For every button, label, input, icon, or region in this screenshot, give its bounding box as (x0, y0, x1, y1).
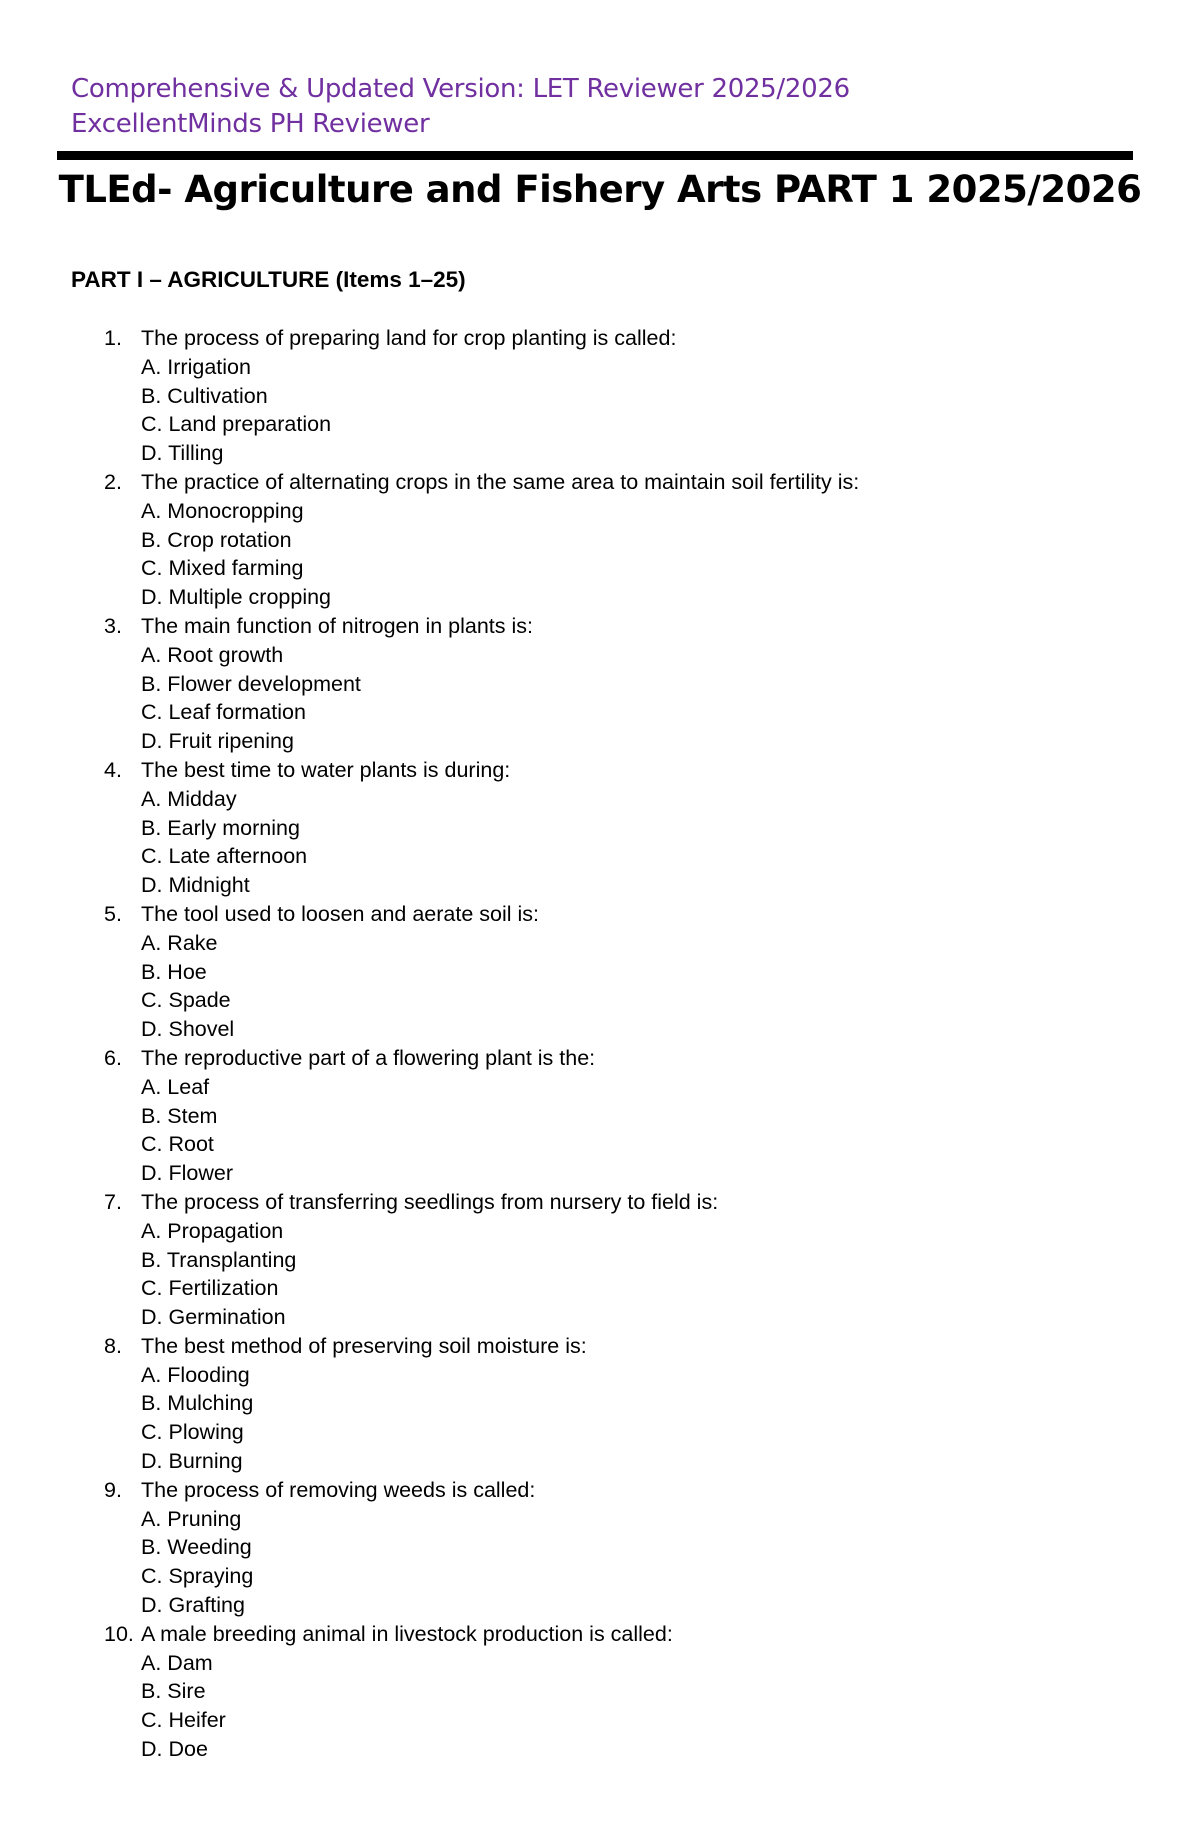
answer-option: B. Early morning (141, 815, 300, 840)
answer-option: C. Heifer (141, 1708, 226, 1733)
question-text: The process of transferring seedlings from nursery to field is: (141, 1189, 719, 1214)
answer-option: A. Leaf (141, 1074, 210, 1099)
header-subtitle-line: Comprehensive & Updated Version: LET Reviewer 2025/2026 (71, 74, 850, 104)
answer-option: B. Mulching (141, 1391, 254, 1416)
question-text: The best method of preserving soil moisture is: (141, 1333, 587, 1358)
answer-option: D. Midnight (141, 873, 250, 898)
question-number: 6. (104, 1045, 122, 1070)
answer-option: A. Monocropping (141, 498, 304, 523)
question-text: The reproductive part of a flowering plant is the: (141, 1045, 596, 1070)
answer-option: A. Pruning (141, 1506, 242, 1531)
answer-option: D. Tilling (141, 441, 224, 466)
answer-option: D. Multiple cropping (141, 585, 332, 610)
answer-option: D. Grafting (141, 1593, 245, 1618)
answer-option: C. Fertilization (141, 1276, 279, 1301)
question-number: 3. (104, 613, 122, 638)
question-line (0, 468, 1200, 497)
question-list (0, 324, 1200, 1764)
question-line (0, 612, 1200, 641)
answer-option: B. Weeding (141, 1535, 252, 1560)
part-heading: PART I – AGRICULTURE (Items 1–25) (71, 267, 466, 292)
answer-option: C. Mixed farming (141, 556, 304, 581)
answer-option: C. Land preparation (141, 412, 332, 437)
question-item (0, 1620, 1200, 1764)
question-line (0, 900, 1200, 929)
question-text: The main function of nitrogen in plants is: (141, 613, 533, 638)
answer-option: A. Dam (141, 1650, 213, 1675)
question-item (0, 756, 1200, 900)
question-item (0, 900, 1200, 1044)
question-text: The process of preparing land for crop planting is called: (141, 326, 677, 350)
question-text: The tool used to loosen and aerate soil is: (141, 901, 540, 926)
question-item (0, 468, 1200, 612)
answer-option: A. Irrigation (141, 354, 251, 379)
question-number: 5. (104, 901, 122, 926)
question-item (0, 1188, 1200, 1332)
question-item (0, 1476, 1200, 1620)
question-number: 7. (104, 1189, 122, 1214)
answer-option: D. Germination (141, 1305, 286, 1330)
question-text: The process of removing weeds is called: (141, 1477, 536, 1502)
question-number: 9. (104, 1477, 122, 1502)
question-text: A male breeding animal in livestock production is called: (141, 1621, 673, 1646)
answer-option: A. Rake (141, 930, 218, 955)
question-line (0, 324, 1200, 353)
answer-option: D. Doe (141, 1737, 208, 1762)
answer-option: B. Flower development (141, 671, 361, 696)
answer-option: A. Flooding (141, 1362, 250, 1387)
answer-option: C. Root (141, 1132, 214, 1157)
answer-option: A. Root growth (141, 642, 284, 667)
answer-option: C. Leaf formation (141, 700, 306, 725)
question-line (0, 756, 1200, 785)
question-text: The best time to water plants is during: (141, 757, 511, 782)
question-line (0, 1476, 1200, 1505)
question-item (0, 612, 1200, 756)
question-item (0, 1332, 1200, 1476)
question-line (0, 1332, 1200, 1361)
answer-option: C. Late afternoon (141, 844, 308, 869)
answer-option: B. Hoe (141, 959, 207, 984)
answer-option: A. Propagation (141, 1218, 284, 1243)
answer-option: D. Flower (141, 1161, 233, 1186)
document-title: TLEd- Agriculture and Fishery Arts PART 1 2025/2026 (58, 168, 1142, 211)
answer-option: D. Fruit ripening (141, 729, 294, 754)
answer-option: B. Transplanting (141, 1247, 297, 1272)
answer-option: A. Midday (141, 786, 237, 811)
answer-option: B. Cultivation (141, 383, 268, 408)
answer-option: B. Crop rotation (141, 527, 292, 552)
question-text: The practice of alternating crops in the same area to maintain soil fertility is: (141, 469, 860, 494)
question-line (0, 1188, 1200, 1217)
question-line (0, 1044, 1200, 1073)
answer-option: B. Sire (141, 1679, 206, 1704)
question-item (0, 324, 1200, 468)
answer-option: C. Spraying (141, 1564, 254, 1589)
header-divider (57, 151, 1133, 160)
answer-option: D. Burning (141, 1449, 243, 1474)
header-brand-line: ExcellentMinds PH Reviewer (71, 109, 430, 139)
question-number: 4. (104, 757, 122, 782)
question-line (0, 1620, 1200, 1649)
question-number: 8. (104, 1333, 122, 1358)
answer-option: D. Shovel (141, 1017, 235, 1042)
question-number: 1. (104, 326, 122, 350)
document-header (71, 72, 850, 142)
answer-option: C. Plowing (141, 1420, 244, 1445)
question-item (0, 1044, 1200, 1188)
question-number: 10. (104, 1621, 134, 1646)
question-number: 2. (104, 469, 122, 494)
answer-option: C. Spade (141, 988, 231, 1013)
answer-option: B. Stem (141, 1103, 218, 1128)
